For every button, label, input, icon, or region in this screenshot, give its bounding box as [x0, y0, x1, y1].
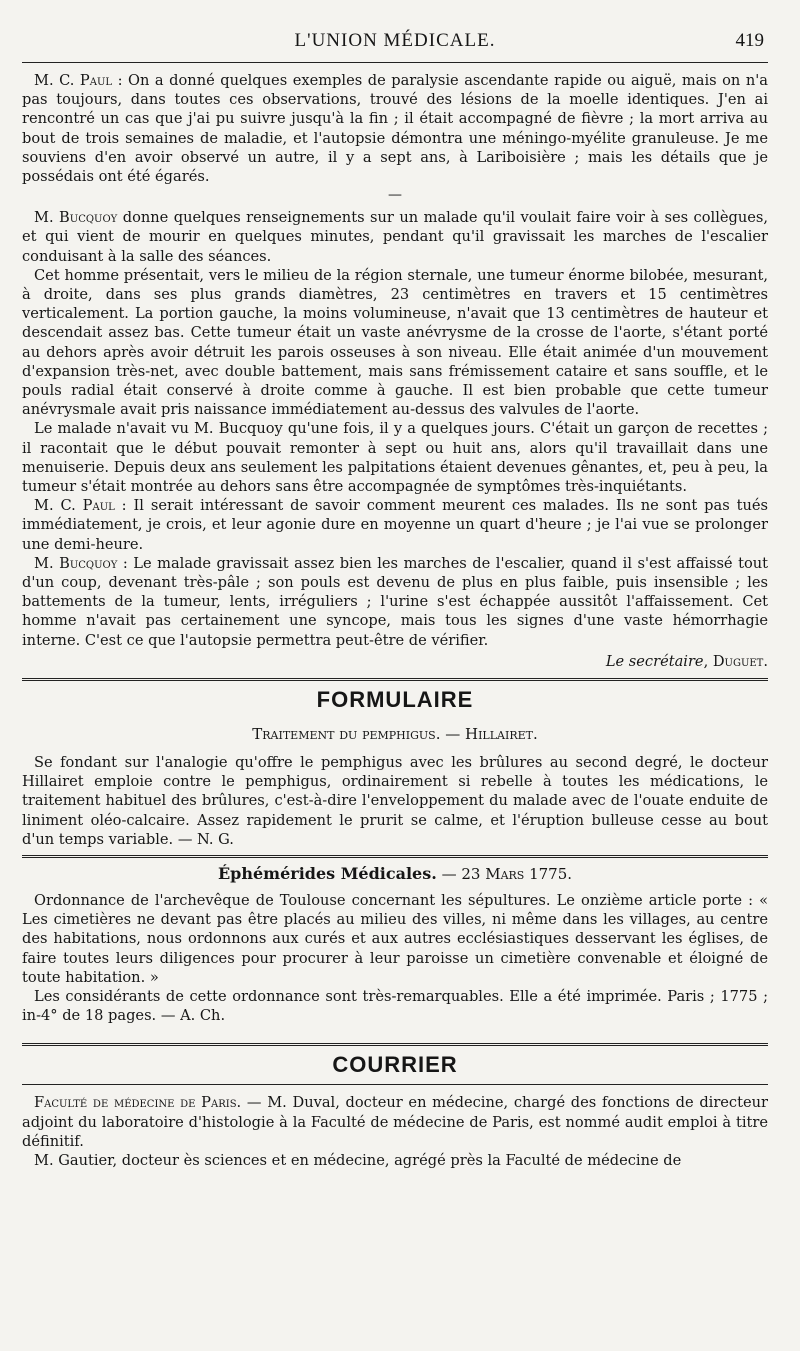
- paragraph: [22, 1093, 768, 1151]
- paragraph-text: donne quelques renseignements sur un malade qu'il voulait faire voir à ses collègues, et qui vient de mourir en quelques minutes, pendant qu'il gravissait les marches de l'escalier conduisant à la salle des séances.: [22, 209, 768, 265]
- paragraph: Cet homme présentait, vers le milieu de la région sternale, une tumeur énorme bilobée, mesurant, à droite, dans ses plus grands diamètres, 23 centimètres en travers et 15 centimètres verticalement. La portion gauche, la moins volumineuse, n'avait que 13 centimètres de hauteur et descendait assez bas. Cette tumeur était un vaste anévrysme de la crosse de l'aorte, s'étant porté au dehors après avoir détruit les parois osseuses à son niveau. Elle était animée d'un mouvement d'expansion très-net, avec double battement, mais sans frémissement cataire et sans souffle, et le pouls radial était conservé à droite comme à gauche. Il est bien probable que cette tumeur anévrysmale avait pris naissance immédiatement au-dessus des valvules de l'aorte.: [22, 266, 768, 419]
- section-heading: FORMULAIRE: [316, 686, 474, 712]
- signature-name: , Duguet.: [703, 652, 768, 670]
- paragraph: [22, 554, 768, 650]
- paragraph: [22, 496, 768, 554]
- paragraph: [22, 71, 768, 186]
- discussion-section: [22, 71, 768, 672]
- section-rule: [22, 1043, 768, 1046]
- signature-role: Le secrétaire: [605, 652, 704, 670]
- paragraph-text: : On a donné quelques exemples de paralysie ascendante rapide ou aiguë, mais on n'a pas toujours, dans toutes ces observations, trouvé des lésions de la moelle identiques. J'en ai rencontré un cas que j'ai pu suivre jusqu'à la fin ; il était accompagné de fièvre ; la mort arriva au bout de trois semaines de maladie, et l'autopsie démontra une méningo-myélite granuleuse. Je me souviens d'en avoir observé un autre, il y a sept ans, à Lariboisière ; mais les détails que je possédais ont été égarés.: [22, 72, 768, 186]
- courrier-section: [22, 1052, 768, 1170]
- paragraph-text: — M. Duval, docteur en médecine, chargé des fonctions de directeur adjoint du laboratoire d'histologie à la Faculté de médecine de Paris, est nommé audit emploi à titre définitif.: [22, 1094, 768, 1150]
- separator-dash: —: [388, 187, 402, 204]
- ephemerides-date: — 23 Mars 1775.: [436, 864, 573, 883]
- paragraph: [22, 208, 768, 266]
- heading-rule: [22, 1084, 768, 1085]
- speaker-name: M. C. Paul: [34, 72, 113, 89]
- section-heading: [22, 864, 768, 883]
- page-number: 419: [735, 30, 764, 51]
- formulaire-section: [22, 687, 768, 849]
- paragraph-lead: Faculté de médecine de Paris.: [34, 1094, 242, 1112]
- paragraph: Se fondant sur l'analogie qu'offre le pemphigus avec les brûlures au second degré, le docteur Hillairet emploie contre le pemphigus, ordinairement si rebelle à toutes les médications, le traitement habituel des brûlures, c'est-à-dire l'enveloppement du malade avec de l'ouate enduite de liniment oléo-calcaire. Assez rapidement le prurit se calme, et l'éruption bulleuse cesse au bout d'un temps variable. — N. G.: [22, 753, 768, 848]
- speaker-name: M. C. Paul: [34, 497, 115, 515]
- speaker-name: M. Bucquoy: [34, 209, 118, 227]
- running-header: [22, 30, 768, 58]
- header-rule: [22, 62, 768, 63]
- paragraph: Ordonnance de l'archevêque de Toulouse concernant les sépultures. Le onzième article porte : « Les cimetières ne devant pas être placés au milieu des villes, ni même dans les villages, au centre des habitations, nous ordonnons aux curés et aux autres ecclésiastiques desservant les églises, de faire toutes leurs diligences pour procurer à leur paroisse un cimetière convenable et éloigné de toute habitation. »: [22, 891, 768, 986]
- paragraph: Le malade n'avait vu M. Bucquoy qu'une fois, il y a quelques jours. C'était un garçon de recettes ; il racontait que le début pouvait remonter à sept ou huit ans, alors qu'il travaillait dans une menuiserie. Depuis deux ans seulement les palpitations étaient devenues gênantes, et, peu à peu, la tumeur s'était montrée au dehors sans être accompagnée de symptômes très-inquiétants.: [22, 420, 768, 496]
- paragraph-text: : Le malade gravissait assez bien les marches de l'escalier, quand il s'est affaissé tout d'un coup, devenant très-pâle ; son pouls est devenu de plus en plus faible, puis insensible ; les battements de la tumeur, lents, irréguliers ; l'urine s'est échappée aussitôt l'affaissement. Cet homme n'avait pas certainement une syncope, mais tous les signes d'une vaste hémorrhagie interne. C'est ce que l'autopsie permettra peut-être de vérifier.: [22, 554, 768, 649]
- signature: [22, 652, 768, 672]
- paragraph-text: : Il serait intéressant de savoir comment meurent ces malades. Ils ne sont pas tués immédiatement, je crois, et leur agonie dure en moyenne un quart d'heure ; je l'ai vue se prolonger une demi-heure.: [22, 497, 768, 553]
- paragraph: Les considérants de cette ordonnance sont très-remarquables. Elle a été imprimée. Paris ; 1775 ; in-4° de 18 pages. — A. Ch.: [22, 987, 768, 1025]
- section-rule: [22, 678, 768, 681]
- journal-title: L'UNION MÉDICALE.: [294, 30, 496, 51]
- ephemerides-section: [22, 864, 768, 1025]
- section-heading: COURRIER: [332, 1052, 458, 1078]
- paragraph: M. Gautier, docteur ès sciences et en médecine, agrégé près la Faculté de médecine de: [34, 1151, 682, 1169]
- ephemerides-title: Éphémérides Médicales.: [217, 863, 437, 883]
- speaker-name: M. Bucquoy: [34, 554, 118, 572]
- section-rule: [22, 855, 768, 858]
- spacer: [22, 1025, 768, 1037]
- section-subheading: Traitement du pemphigus. — Hillairet.: [252, 724, 538, 743]
